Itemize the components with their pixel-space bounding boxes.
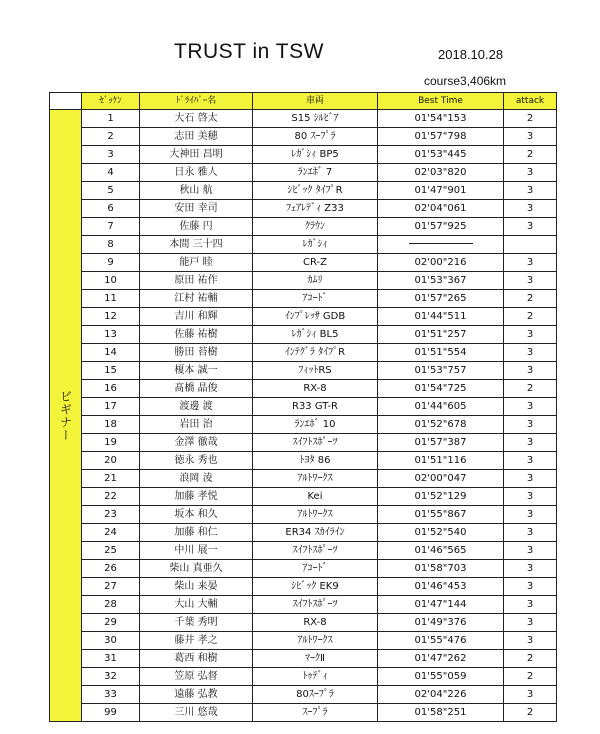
number-cell: 2 xyxy=(82,128,140,146)
table-row xyxy=(50,668,557,686)
table-row xyxy=(50,614,557,632)
table-row xyxy=(50,596,557,614)
table-row xyxy=(50,254,557,272)
best-time-cell: 01'44"605 xyxy=(378,398,504,416)
number-cell: 21 xyxy=(82,470,140,488)
table-row xyxy=(50,488,557,506)
attack-cell: 3 xyxy=(504,470,557,488)
header-attack: attack xyxy=(504,93,557,110)
car-cell: ｱﾙﾄﾜｰｸｽ xyxy=(253,632,378,650)
driver-cell: 笠原 弘督 xyxy=(140,668,253,686)
driver-cell: 大石 啓太 xyxy=(140,110,253,128)
best-time-cell: 01'53"445 xyxy=(378,146,504,164)
header-best-time: Best Time xyxy=(378,93,504,110)
car-cell: S15 ｼﾙﾋﾞｱ xyxy=(253,110,378,128)
number-cell: 8 xyxy=(82,236,140,254)
no-time-dash xyxy=(409,243,473,244)
car-cell: ﾌｪｱﾚﾃﾞｨ Z33 xyxy=(253,200,378,218)
number-cell: 3 xyxy=(82,146,140,164)
table-row xyxy=(50,416,557,434)
table-row xyxy=(50,578,557,596)
driver-cell: 髙橋 晶俊 xyxy=(140,380,253,398)
driver-cell: 能戸 睦 xyxy=(140,254,253,272)
results-table xyxy=(49,92,557,722)
table-row xyxy=(50,686,557,704)
event-date: 2018.10.28 xyxy=(438,47,504,62)
best-time-cell xyxy=(378,236,504,254)
table-row xyxy=(50,650,557,668)
car-cell: RX-8 xyxy=(253,614,378,632)
best-time-cell: 01'54"153 xyxy=(378,110,504,128)
best-time-cell: 01'57"798 xyxy=(378,128,504,146)
car-cell: ﾗﾝｴﾎﾞ 7 xyxy=(253,164,378,182)
driver-cell: 中川 展一 xyxy=(140,542,253,560)
best-time-cell: 01'52"540 xyxy=(378,524,504,542)
driver-cell: 大山 大輔 xyxy=(140,596,253,614)
number-cell: 4 xyxy=(82,164,140,182)
best-time-cell: 01'58"703 xyxy=(378,560,504,578)
driver-cell: 原田 祐作 xyxy=(140,272,253,290)
attack-cell: 3 xyxy=(504,686,557,704)
driver-cell: 千葉 秀明 xyxy=(140,614,253,632)
car-cell: ﾚｶﾞｼｨ BL5 xyxy=(253,326,378,344)
table-row xyxy=(50,524,557,542)
attack-cell: 3 xyxy=(504,128,557,146)
driver-cell: 江村 祐輔 xyxy=(140,290,253,308)
number-cell: 17 xyxy=(82,398,140,416)
best-time-cell: 02'00"047 xyxy=(378,470,504,488)
driver-cell: 吉川 和輝 xyxy=(140,308,253,326)
car-cell: ｽｰﾌﾟﾗ xyxy=(253,704,378,722)
attack-cell: 3 xyxy=(504,164,557,182)
best-time-cell: 01'49"376 xyxy=(378,614,504,632)
number-cell: 11 xyxy=(82,290,140,308)
driver-cell: 日永 雅人 xyxy=(140,164,253,182)
car-cell: ｼﾋﾞｯｸ ﾀｲﾌﾟR xyxy=(253,182,378,200)
driver-cell: 柴山 真亜久 xyxy=(140,560,253,578)
driver-cell: 秋山 航 xyxy=(140,182,253,200)
best-time-cell: 02'04"226 xyxy=(378,686,504,704)
driver-cell: 徳永 秀也 xyxy=(140,452,253,470)
driver-cell: 藤井 孝之 xyxy=(140,632,253,650)
driver-cell: 葛西 和樹 xyxy=(140,650,253,668)
car-cell: Kei xyxy=(253,488,378,506)
attack-cell: 2 xyxy=(504,290,557,308)
car-cell: 80ｽｰﾌﾟﾗ xyxy=(253,686,378,704)
attack-cell: 3 xyxy=(504,218,557,236)
header-number: ｾﾞｯｹﾝ xyxy=(82,93,140,110)
car-cell: RX-8 xyxy=(253,380,378,398)
category-label: ビギナー xyxy=(58,389,73,442)
car-cell: CR-Z xyxy=(253,254,378,272)
attack-cell: 3 xyxy=(504,596,557,614)
driver-cell: 志田 美穂 xyxy=(140,128,253,146)
attack-cell: 3 xyxy=(504,182,557,200)
car-cell: ﾄﾖﾀ 86 xyxy=(253,452,378,470)
attack-cell: 3 xyxy=(504,416,557,434)
best-time-cell: 01'47"144 xyxy=(378,596,504,614)
best-time-cell: 02'04"061 xyxy=(378,200,504,218)
best-time-cell: 02'03"820 xyxy=(378,164,504,182)
table-row xyxy=(50,380,557,398)
best-time-cell: 01'55"476 xyxy=(378,632,504,650)
number-cell: 31 xyxy=(82,650,140,668)
best-time-cell: 01'57"387 xyxy=(378,434,504,452)
header-category-blank xyxy=(50,93,82,110)
attack-cell: 3 xyxy=(504,506,557,524)
table-row xyxy=(50,704,557,722)
number-cell: 27 xyxy=(82,578,140,596)
table-row xyxy=(50,200,557,218)
number-cell: 10 xyxy=(82,272,140,290)
driver-cell: 榎本 誠一 xyxy=(140,362,253,380)
table-row xyxy=(50,452,557,470)
attack-cell: 2 xyxy=(504,146,557,164)
number-cell: 25 xyxy=(82,542,140,560)
number-cell: 7 xyxy=(82,218,140,236)
table-row xyxy=(50,128,557,146)
number-cell: 20 xyxy=(82,452,140,470)
car-cell: ﾌｨｯﾄRS xyxy=(253,362,378,380)
number-cell: 99 xyxy=(82,704,140,722)
car-cell: ｱｺｰﾄﾞ xyxy=(253,290,378,308)
number-cell: 15 xyxy=(82,362,140,380)
attack-cell: 2 xyxy=(504,650,557,668)
number-cell: 12 xyxy=(82,308,140,326)
table-row xyxy=(50,632,557,650)
number-cell: 30 xyxy=(82,632,140,650)
attack-cell: 2 xyxy=(504,308,557,326)
best-time-cell: 02'00"216 xyxy=(378,254,504,272)
table-row xyxy=(50,326,557,344)
attack-cell: 3 xyxy=(504,200,557,218)
table-row xyxy=(50,362,557,380)
number-cell: 22 xyxy=(82,488,140,506)
table-row xyxy=(50,164,557,182)
page-title: TRUST in TSW xyxy=(174,40,324,63)
best-time-cell: 01'47"262 xyxy=(378,650,504,668)
best-time-cell: 01'57"265 xyxy=(378,290,504,308)
driver-cell: 安田 幸司 xyxy=(140,200,253,218)
attack-cell: 3 xyxy=(504,344,557,362)
car-cell: ﾏｰｸⅡ xyxy=(253,650,378,668)
course-length: course3,406km xyxy=(424,74,507,88)
attack-cell: 2 xyxy=(504,704,557,722)
header-row xyxy=(50,93,557,110)
best-time-cell: 01'53"757 xyxy=(378,362,504,380)
driver-cell: 佐藤 祐樹 xyxy=(140,326,253,344)
best-time-cell: 01'55"867 xyxy=(378,506,504,524)
best-time-cell: 01'55"059 xyxy=(378,668,504,686)
attack-cell: 3 xyxy=(504,488,557,506)
car-cell: ﾗﾝｴﾎﾞ 10 xyxy=(253,416,378,434)
best-time-cell: 01'51"116 xyxy=(378,452,504,470)
attack-cell xyxy=(504,236,557,254)
table-row xyxy=(50,344,557,362)
number-cell: 29 xyxy=(82,614,140,632)
car-cell: ｶﾑﾘ xyxy=(253,272,378,290)
table-row xyxy=(50,506,557,524)
attack-cell: 3 xyxy=(504,326,557,344)
table-row xyxy=(50,434,557,452)
table-row xyxy=(50,182,557,200)
car-cell: ER34 ｽｶｲﾗｲﾝ xyxy=(253,524,378,542)
number-cell: 28 xyxy=(82,596,140,614)
best-time-cell: 01'46"565 xyxy=(378,542,504,560)
driver-cell: 加藤 和仁 xyxy=(140,524,253,542)
table-row xyxy=(50,110,557,128)
car-cell: ｽｲﾌﾄｽﾎﾟｰﾂ xyxy=(253,542,378,560)
number-cell: 23 xyxy=(82,506,140,524)
attack-cell: 2 xyxy=(504,380,557,398)
category-cell xyxy=(50,110,82,722)
table-row xyxy=(50,146,557,164)
driver-cell: 岩田 治 xyxy=(140,416,253,434)
attack-cell: 3 xyxy=(504,362,557,380)
driver-cell: 坂本 和久 xyxy=(140,506,253,524)
car-cell: ﾚｶﾞｼｨ BP5 xyxy=(253,146,378,164)
best-time-cell: 01'47"901 xyxy=(378,182,504,200)
attack-cell: 3 xyxy=(504,452,557,470)
best-time-cell: 01'46"453 xyxy=(378,578,504,596)
attack-cell: 3 xyxy=(504,542,557,560)
best-time-cell: 01'51"257 xyxy=(378,326,504,344)
number-cell: 5 xyxy=(82,182,140,200)
best-time-cell: 01'53"367 xyxy=(378,272,504,290)
car-cell: ｽｲﾌﾄｽﾎﾟｰﾂ xyxy=(253,434,378,452)
number-cell: 13 xyxy=(82,326,140,344)
attack-cell: 3 xyxy=(504,578,557,596)
table-row xyxy=(50,236,557,254)
attack-cell: 3 xyxy=(504,272,557,290)
attack-cell: 2 xyxy=(504,110,557,128)
car-cell: ｸﾗｳﾝ xyxy=(253,218,378,236)
driver-cell: 勝田 苔樹 xyxy=(140,344,253,362)
number-cell: 6 xyxy=(82,200,140,218)
attack-cell: 3 xyxy=(504,614,557,632)
car-cell: ｱﾙﾄﾜｰｸｽ xyxy=(253,506,378,524)
driver-cell: 柴山 来晏 xyxy=(140,578,253,596)
attack-cell: 3 xyxy=(504,524,557,542)
best-time-cell: 01'58"251 xyxy=(378,704,504,722)
driver-cell: 本間 三十四 xyxy=(140,236,253,254)
driver-cell: 佐藤 円 xyxy=(140,218,253,236)
table-row xyxy=(50,218,557,236)
number-cell: 19 xyxy=(82,434,140,452)
attack-cell: 3 xyxy=(504,632,557,650)
car-cell: ﾚｶﾞｼｨ xyxy=(253,236,378,254)
table-row xyxy=(50,272,557,290)
driver-cell: 浪岡 淩 xyxy=(140,470,253,488)
table-row xyxy=(50,290,557,308)
header-car: 車両 xyxy=(253,93,378,110)
car-cell: R33 GT-R xyxy=(253,398,378,416)
best-time-cell: 01'57"925 xyxy=(378,218,504,236)
table-row xyxy=(50,542,557,560)
number-cell: 18 xyxy=(82,416,140,434)
car-cell: ｼﾋﾞｯｸ EK9 xyxy=(253,578,378,596)
table-row xyxy=(50,560,557,578)
header-driver: ﾄﾞﾗｲﾊﾞｰ名 xyxy=(140,93,253,110)
driver-cell: 渡邊 渡 xyxy=(140,398,253,416)
driver-cell: 遠藤 弘教 xyxy=(140,686,253,704)
driver-cell: 大神田 昌明 xyxy=(140,146,253,164)
number-cell: 26 xyxy=(82,560,140,578)
car-cell: ｱｺｰﾄﾞ xyxy=(253,560,378,578)
attack-cell: 3 xyxy=(504,434,557,452)
number-cell: 16 xyxy=(82,380,140,398)
car-cell: ｲﾝﾌﾟﾚｯｻ GDB xyxy=(253,308,378,326)
driver-cell: 三川 悠哉 xyxy=(140,704,253,722)
best-time-cell: 01'44"511 xyxy=(378,308,504,326)
best-time-cell: 01'52"129 xyxy=(378,488,504,506)
table-row xyxy=(50,308,557,326)
driver-cell: 金澤 徹哉 xyxy=(140,434,253,452)
attack-cell: 3 xyxy=(504,560,557,578)
car-cell: ﾄｩﾃﾞｨ xyxy=(253,668,378,686)
car-cell: 80 ｽｰﾌﾟﾗ xyxy=(253,128,378,146)
car-cell: ｽｲﾌﾄｽﾎﾟｰﾂ xyxy=(253,596,378,614)
number-cell: 14 xyxy=(82,344,140,362)
number-cell: 1 xyxy=(82,110,140,128)
driver-cell: 加藤 孝悦 xyxy=(140,488,253,506)
car-cell: ｲﾝﾃｸﾞﾗ ﾀｲﾌﾟR xyxy=(253,344,378,362)
best-time-cell: 01'52"678 xyxy=(378,416,504,434)
number-cell: 33 xyxy=(82,686,140,704)
number-cell: 24 xyxy=(82,524,140,542)
number-cell: 9 xyxy=(82,254,140,272)
table-row xyxy=(50,398,557,416)
table-row xyxy=(50,470,557,488)
attack-cell: 2 xyxy=(504,668,557,686)
best-time-cell: 01'54"725 xyxy=(378,380,504,398)
number-cell: 32 xyxy=(82,668,140,686)
attack-cell: 3 xyxy=(504,254,557,272)
attack-cell: 3 xyxy=(504,398,557,416)
car-cell: ｱﾙﾄﾜｰｸｽ xyxy=(253,470,378,488)
best-time-cell: 01'51"554 xyxy=(378,344,504,362)
